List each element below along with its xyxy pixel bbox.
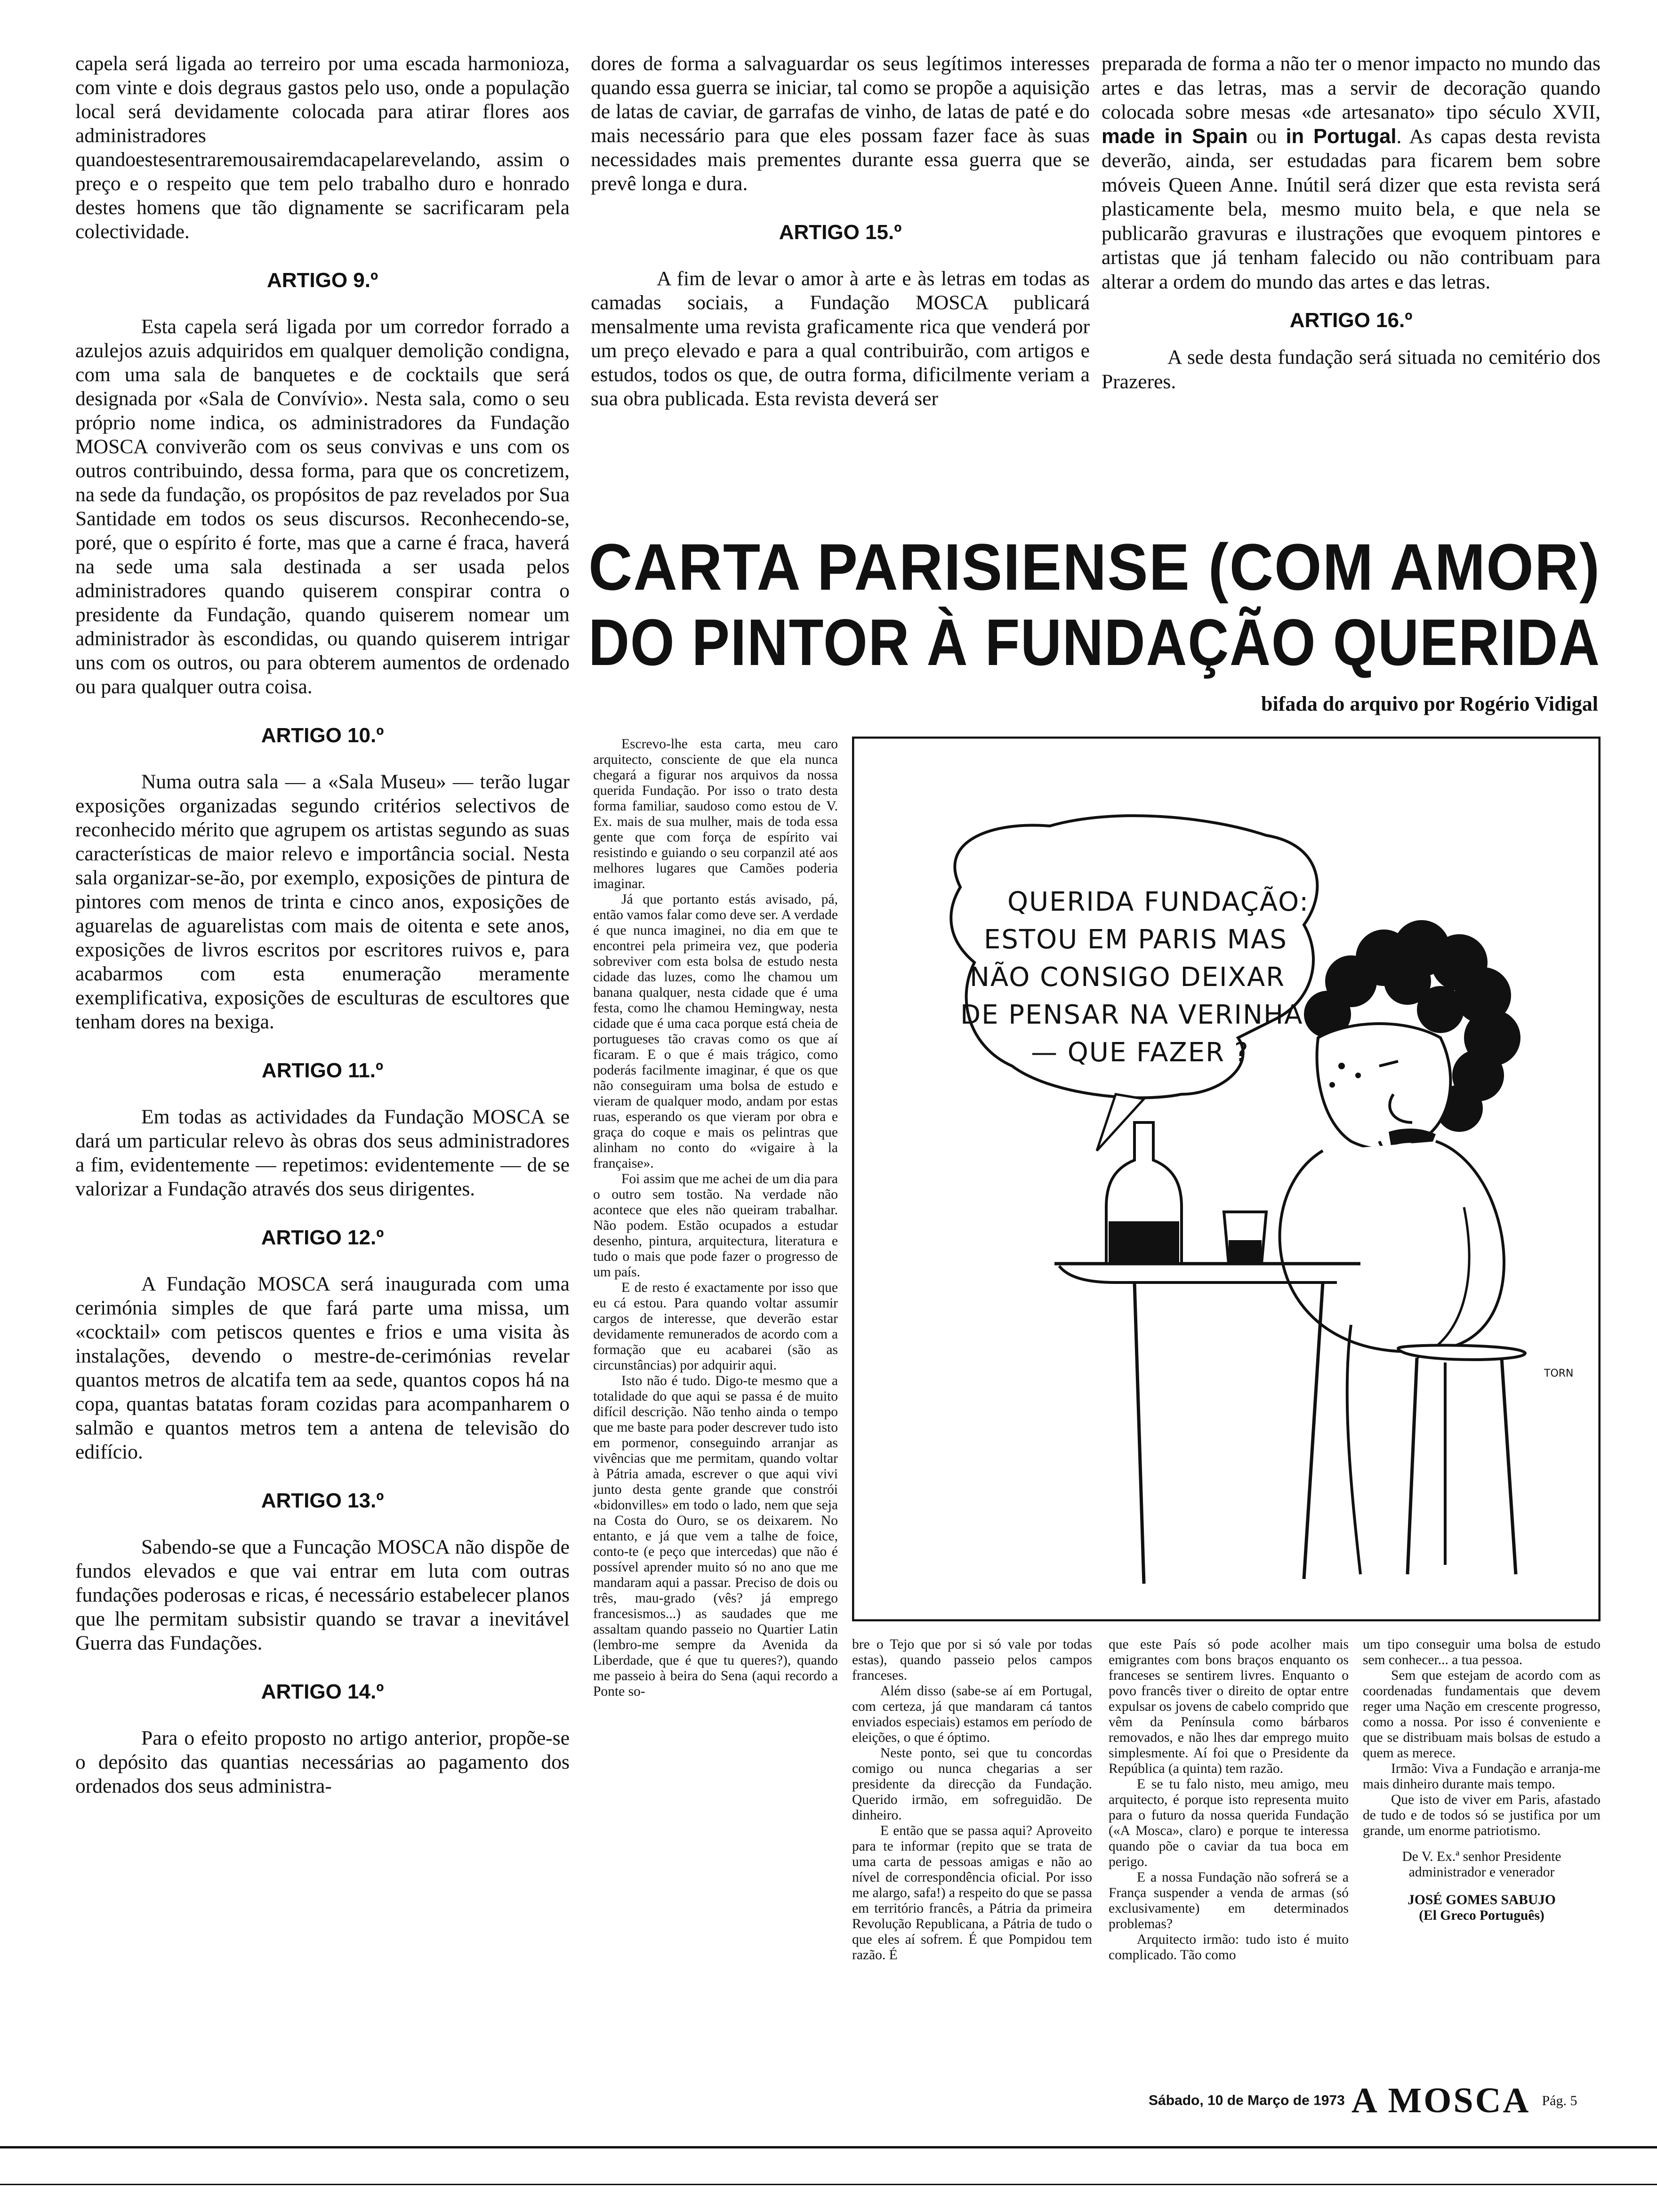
article-heading: ARTIGO 14.º	[261, 1680, 384, 1703]
bottom-rule-2	[0, 2184, 1657, 2185]
headline-line-1: CARTA PARISIENSE (COM AMOR)	[588, 530, 1601, 604]
cartoonist-signature: TORN	[1544, 1368, 1574, 1379]
article-paragraph: Numa outra sala — a «Sala Museu» — terão lugar exposições organizadas segundo critérios selectivos de reconhecido mérito que agrupem os artistas segundo as suas características de maior relevo e importância social. Nesta sala organizar-se-ão, por exemplo, exposições de pintura de pintores com menos de trinta e cinco anos, exposições de aguarelas de aguarelistas com mais de oitenta e sete anos, exposições de livros escritos por escritores ruivos e, para acabarmos com esta enumeração meramente exemplificativa, exposições de esculturas de escultores que tenham dores na bexiga.	[75, 770, 570, 1033]
letter-paragraph: Escrevo-lhe esta carta, meu caro arquitecto, consciente de que ela nunca chegará a figurar nos arquivos da nossa querida Fundação. Por isso o trato desta forma familiar, saudoso como estou de V. Ex. mais de sua mulher, mais de toda essa gente que com força de espírito vai resistindo e guiando o seu corpanzil até aos melhores lugares que Camões poderia imaginar.	[593, 737, 838, 891]
bottom-rule	[0, 2146, 1657, 2148]
column-1	[75, 52, 570, 1798]
bubble-line-5: — QUE FAZER ?	[1031, 1037, 1249, 1068]
column-3	[1102, 52, 1601, 394]
letter-paragraph: Irmão: Viva a Fundação e arranja-me mais dinheiro durante mais tempo.	[1363, 1761, 1601, 1792]
letter-paragraph: Arquitecto irmão: tudo isto é muito complicado. Tão como	[1109, 1932, 1349, 1963]
letter-paragraph: um tipo conseguir uma bolsa de estudo sem conhecer... a tua pessoa.	[1363, 1637, 1601, 1667]
letter-column-c	[1109, 1637, 1349, 1963]
letter-paragraph: Além disso (sabe-se aí em Portugal, com certeza, já que mandaram cá tantos enviados especiais) estamos em período de eleições, o que é óptimo.	[852, 1683, 1092, 1745]
article-heading: ARTIGO 10.º	[261, 724, 384, 747]
article-paragraph: A fim de levar o amor à arte e às letras em todas as camadas sociais, a Fundação MOSCA publicará mensalmente uma revista graficamente rica que venderá por um preço elevado e para a qual contribuirão, com artigos e estudos, todos os que, de outra forma, dificilmente veriam a sua obra publicada. Esta revista deverá ser	[591, 267, 1090, 410]
byline: bifada do arquivo por Rogério Vidigal	[1261, 692, 1598, 715]
page-footer	[1149, 2080, 1577, 2121]
letter-paragraph: Isto não é tudo. Digo-te mesmo que a totalidade do que aqui se passa é de muito difícil descrição. Não tenho ainda o tempo que me baste para poder descrever tudo isto em pormenor, conseguindo arranjar as vivências que me permitam, quando voltar à Pátria amada, escrever o que aqui vivi junto desta gente grande que constrói «bidonvilles» em todo o lado, nem que seja na Costa do Ouro, se os deixarem. No entanto, e já que vem a talhe de foice, conto-te (e peço que intercedas) que não é possível aprender muito só no ano que me mandaram aqui a passar. Preciso de dois ou três, mau-grado (vês? já emprego francesismos...) as saudades que me assaltam quando passeio no Quartier Latin (lembro-me sempre da Avenida da Liberdade, que é que tu queres?), quando me passeio à beira do Sena (aqui recordo a Ponte so-	[593, 1373, 838, 1699]
bubble-line-4: DE PENSAR NA VERINHA	[960, 1000, 1303, 1030]
masthead: A MOSCA	[1351, 2081, 1531, 2120]
letter-paragraph: Já que portanto estás avisado, pá, então vamos falar como deve ser. A verdade é que nunca imaginei, no dia em que te encontrei pela primeira vez, que poderia sobreviver com esta bolsa de estudo nesta cidade das luzes, como lhe chamou um banana qualquer, nesta cidade que é uma festa, como lhe chamou Hemingway, nesta cidade que é uma caca porque está cheia de portugueses tão cravas como os que aí ficaram. E o que é mais trágico, como poderás facilmente imaginar, é que os que não conseguiram uma bolsa de estudo e vieram de qualquer modo, andam por estas ruas, esperando os que vieram por obra e graça do coque e mais os pelintras que alinham no conto do «vigaire à la française».	[593, 892, 838, 1171]
article-paragraph: Em todas as actividades da Fundação MOSCA se dará um particular relevo às obras dos seus administradores a fim, evidentemente — repetimos: evidentemente — de se valorizar a Fundação através dos seus dirigentes.	[75, 1106, 570, 1200]
letter-column-a	[593, 737, 838, 1699]
letter-paragraph: que este País só pode acolher mais emigrantes com bons braços enquanto os franceses se sentirem livres. Enquanto o povo francês tiver o direito de optar entre expulsar os jovens de cabelo comprido que vêm da Península como bárbaros removados, e não lhes dar emprego muito simplesmente. Aí foi que o Presidente da República (a quinta) tem razão.	[1109, 1637, 1349, 1776]
letter-paragraph: Que isto de viver em Paris, afastado de tudo e de todos só se justifica por um grande, um enorme patriotismo.	[1363, 1792, 1601, 1838]
letter-column-d	[1363, 1637, 1601, 1923]
article-paragraph: Para o efeito proposto no artigo anterior, propõe-se o depósito das quantias necessárias ao pagamento dos ordenados dos seus administra-	[75, 1727, 570, 1797]
article-paragraph: capela será ligada ao terreiro por uma escada harmonioza, com vinte e dois degraus gastos pelo uso, onde a população local será devidamente colocada para atirar flores aos administradores quandoestesentraremousairemdacapelarevelando, assim o preço e o respeito que tem pelo trabalho duro e honrado destes homens que tão dignamente se sacrificaram pela colectividade.	[75, 52, 570, 243]
article-heading: ARTIGO 12.º	[261, 1226, 384, 1249]
letter-column-b	[852, 1637, 1092, 1963]
issue-date: Sábado, 10 de Março de 1973	[1149, 2092, 1345, 2108]
letter-paragraph: E a nossa Fundação não sofrerá se a França suspender a venda de armas (só exclusivamente) em determinados problemas?	[1109, 1870, 1349, 1931]
letter-paragraph: E então que se passa aqui? Aproveito para te informar (repito que se trata de uma carta de pessoas amigas e não ao nível de correspondência oficial. Por isso me alargo, safa!) a respeito do que se passa em território francês, a Pátria da primeira Revolução Republicana, a Pátria de tudo o que eles aí sofrem. É que Pompidou tem razão. É	[852, 1823, 1092, 1963]
letter-paragraph: E se tu falo nisto, meu amigo, meu arquitecto, é porque isto representa muito para o futuro da nossa querida Fundação («A Mosca», claro) e porque te interessa quando põe o caviar da tua boca em perigo.	[1109, 1777, 1349, 1869]
column-2	[591, 52, 1090, 411]
text-run: . As capas desta revista deverão, ainda, ser estudadas para ficarem bem sobre móveis Queen Anne. Inútil será dizer que esta revista será plasticamente bela, mesmo muito bela, e que nela se publicarão gravuras e ilustrações que evoquem pintores e artistas que já tenham falecido ou não contribuam para alterar a ordem do mundo das artes e das letras.	[1102, 125, 1601, 293]
letter-paragraph: bre o Tejo que por si só vale por todas estas), quando passeio pelos campos franceses.	[852, 1637, 1092, 1683]
cartoon-svg	[852, 737, 1601, 1621]
text-run: ou	[1256, 125, 1277, 148]
article-paragraph: Sabendo-se que a Funcação MOSCA não dispõe de fundos elevados e que vai entrar em luta com outras fundações poderosas e ricas, é necessário estabelecer planos que lhe permitam subsistir quando se travar a inevitável Guerra das Fundações.	[75, 1536, 570, 1654]
text-run: preparada de forma a não ter o menor impacto no mundo das artes e das letras, mas a servir de decoração quando colocada sobre mesas «de artesanato» tipo século XVII,	[1102, 52, 1601, 123]
page-number: Pág. 5	[1542, 2092, 1577, 2108]
letter-paragraph: E de resto é exactamente por isso que eu cá estou. Para quando voltar assumir cargos de interesse, que deverão estar devidamente remunerados de acordo com a formação que eu acabarei (são as circunstâncias) por adquirir aqui.	[593, 1280, 838, 1373]
cartoon-illustration	[852, 737, 1601, 1621]
article-paragraph: A sede desta fundação será situada no cemitério dos Prazeres.	[1102, 346, 1601, 393]
article-paragraph: Esta capela será ligada por um corredor forrado a azulejos azuis adquiridos em qualquer demolição condigna, com uma sala de banquetes e de cocktails que será designada por «Sala de Convívio». Nesta sala, como o seu próprio nome indica, os administradores da Fundação MOSCA conviverão com os seus convivas e uns com os outros contribuindo, dessa forma, para que os concretizem, na sede da fundação, os propósitos de paz revelados por Sua Santidade em todos os seus discursos. Reconhecendo-se, poré, que o espírito é forte, mas que a carne é fraca, haverá na sede uma sala destinada a ser usada pelos administradores quando quiserem conspirar contra o presidente da Fundação, quando quiserem nomear um administrador às escondidas, ou quando quiserem intrigar uns com os outros, ou para obterem aumentos de ordenado ou para qualquer outra coisa.	[75, 315, 570, 698]
bold-text: in Portugal	[1286, 125, 1397, 148]
article-heading: ARTIGO 16.º	[1289, 309, 1413, 332]
bubble-line-2: ESTOU EM PARIS MAS	[984, 924, 1287, 955]
signoff-alias: (El Greco Português)	[1419, 1908, 1544, 1923]
bold-text: made in Spain	[1102, 125, 1248, 148]
signoff-name: JOSÉ GOMES SABUJO	[1408, 1892, 1556, 1907]
article-heading: ARTIGO 15.º	[779, 221, 902, 244]
article-paragraph: A Fundação MOSCA será inaugurada com uma cerimónia simples de que fará parte uma missa, um «cocktail» com petiscos quentes e frios e uma visita às instalações, devendo o mestre-de-cerimónias revelar quantos metros de alcatifa tem aa sede, quantos copos há na copa, quantas batatas foram cozidas para acompanharem o salmão e quantos metros tem a antena de televisão do edifício.	[75, 1273, 570, 1463]
letter-paragraph: Foi assim que me achei de um dia para o outro sem tostão. Na verdade não acontece que eles não queiram trabalhar. Não podem. Estão ocupados a estudar desenho, pintura, arquitectura, literatura e tudo o mais que pode fazer o progresso de um país.	[593, 1171, 838, 1280]
bubble-line-1: QUERIDA FUNDAÇÃO:	[1007, 887, 1310, 917]
article-heading: ARTIGO 11.º	[261, 1059, 384, 1082]
column-3-paragraph	[1102, 52, 1601, 294]
headline-line-2: DO PINTOR À FUNDAÇÃO QUERIDA	[588, 605, 1601, 679]
letter-paragraph: Sem que estejam de acordo com as coordenadas fundamentais que devem reger uma Nação em crescente progresso, como a nossa. Por isso é conveniente e que se distribuam mais bolsas de estudo a quem as merece.	[1363, 1668, 1601, 1761]
signoff-line-1: De V. Ex.ª senhor Presidente	[1402, 1849, 1561, 1864]
letter-paragraph: Neste ponto, sei que tu concordas comigo ou nunca chegarias a ser presidente da direcção da Fundação. Querido irmão, em sofreguidão. De dinheiro.	[852, 1746, 1092, 1823]
article-paragraph: dores de forma a salvaguardar os seus legítimos interesses quando essa guerra se iniciar, tal como se propõe a aquisição de latas de caviar, de garrafas de vinho, de latas de paté e do mais necessário para que eles possam fazer face às suas necessidades mais prementes durante essa guerra que se prevê longa e dura.	[591, 52, 1090, 195]
bubble-line-3: NÃO CONSIGO DEIXAR	[970, 962, 1286, 993]
signoff-line-2: administrador e venerador	[1408, 1865, 1555, 1880]
article-heading: ARTIGO 9.º	[266, 269, 378, 292]
article-heading: ARTIGO 13.º	[261, 1489, 384, 1512]
